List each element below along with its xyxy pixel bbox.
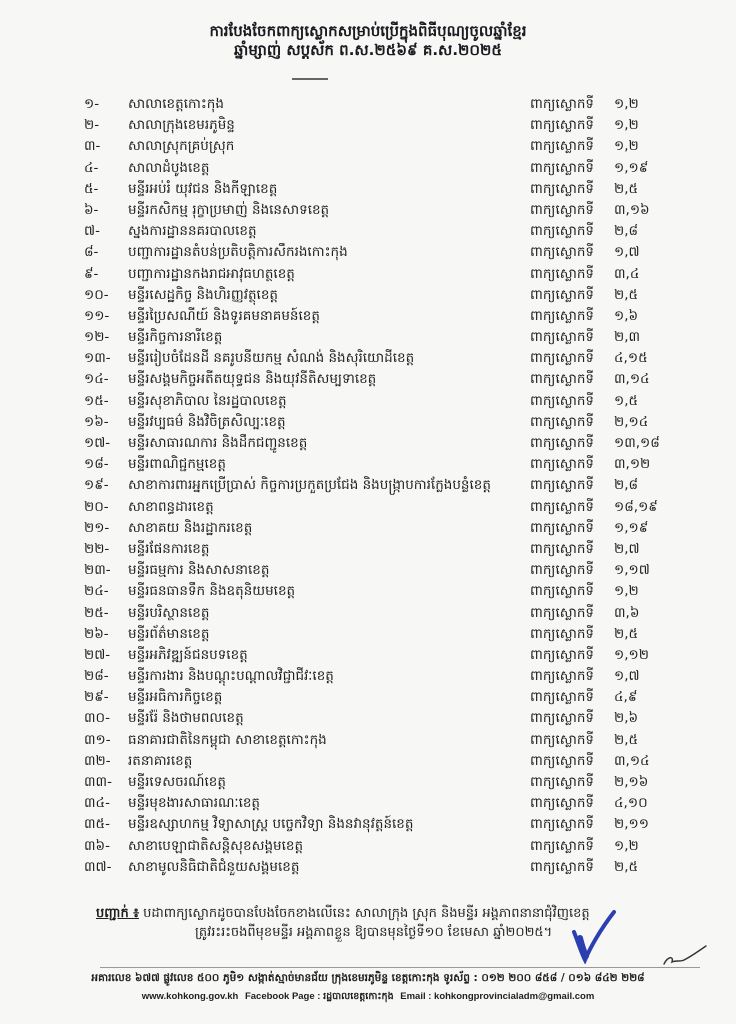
item-number: ២៣- [84,562,111,579]
list-item [84,666,704,687]
slogan-numbers: ១៣,១៨ [614,435,660,451]
footer-address: អគារលេខ ៦៧៧ ផ្លូវលេខ ៥០០ ភូមិ១ សង្កាត់ស្មាច់មានជ័យ ក្រុងខេមរភូមិន្ទ ខេត្តកោះកុង ទូរស័ព្ទ : ០១២ ២០០ ៨៥៨ / ០១៦ ៨៤២ ២២៨ [91,972,645,984]
slogan-numbers: ៤,១៥ [614,350,648,367]
slogan-numbers: ២,១៦ [614,774,649,790]
document-title: ការបែងចែកពាក្យស្លោកសម្រាប់ប្រើក្នុងពិធីបុណ្យចូលឆ្នាំខ្មែរ [209,22,527,40]
list-item [84,433,704,454]
item-number: ៦- [84,201,99,218]
slogan-numbers: ៣,១៦ [614,201,650,218]
institution-name: មន្ទីរការងារ និងបណ្តុះបណ្តាលវិជ្ជាជីវៈខេត្ត [128,668,334,685]
list-item [84,264,704,285]
list-item [84,285,704,306]
institution-name: មន្ទីរកសិកម្ម រុក្ខាប្រមាញ់ និងនេសាទខេត្ត [128,201,330,218]
slogan-label: ពាក្យស្លោកទី [530,731,595,748]
document-subtitle: ឆ្នាំម្សាញ់ សប្តស័ក ព.ស.២៥៦៩ គ.ស.២០២៥ [234,41,502,59]
institution-name: មន្ទីរឧស្សាហកម្ម វិទ្យាសាស្ត្រ បច្ចេកវិទ្យា និងនវានុវត្តន៍ខេត្ត [128,816,414,833]
slogan-numbers: ១,២ [614,138,639,155]
institution-name: មន្ទីរអភិវឌ្ឍន៍ជនបទខេត្ត [128,646,248,663]
list-item [84,369,704,390]
list-item [84,306,704,327]
item-number: ៣- [84,138,101,155]
institution-name: សាលាស្រុកគ្រប់ស្រុក [128,138,235,155]
note-label: បញ្ជាក់ ៖ [96,906,139,921]
slogan-numbers: ៣,៤ [614,265,640,282]
slogan-label: ពាក្យស្លោកទី [530,96,595,112]
item-number: ១៤- [84,371,109,388]
slogan-numbers: ១,១៧ [614,562,650,579]
slogan-label: ពាក្យស្លោកទី [530,138,595,155]
slogan-numbers: ២,៧ [614,540,640,557]
item-number: ២២- [84,540,110,557]
item-number: ១- [84,96,100,112]
item-number: ៧- [84,223,100,240]
title-divider [292,78,328,80]
institution-name: រតនាគារខេត្ត [128,752,193,769]
slogan-numbers: ២,៥ [614,625,639,642]
list-item [84,793,704,814]
website-link[interactable]: www.kohkong.gov.kh [141,991,239,1002]
slogan-label: ពាក្យស្លោកទី [530,752,595,769]
slogan-label: ពាក្យស្លោកទី [530,816,595,833]
slogan-numbers: ២,៣ [614,329,641,346]
slogan-numbers: ៣,១៤ [614,371,650,388]
institution-name: មន្ទីរព័ត៌មានខេត្ត [128,625,210,642]
slogan-numbers: ៣,១៤ [614,752,650,769]
item-number: ៣៦- [84,837,110,854]
note-line-2: ត្រូវរះរះចងពីមុខមន្ទីរ អង្គភាពខ្លួន ឱ្យបានមុនថ្ងៃទី១០ ខែមេសា ឆ្នាំ២០២៥។ [195,925,553,940]
slogan-label: ពាក្យស្លោកទី [530,435,595,451]
slogan-label: ពាក្យស្លោកទី [530,795,595,812]
item-number: ៩- [84,265,99,282]
slogan-label: ពាក្យស្លោកទី [530,159,595,176]
list-item [84,624,704,645]
slogan-label: ពាក្យស្លោកទី [530,646,595,663]
institution-name: មន្ទីរពាណិជ្ជកម្មខេត្ត [128,456,226,473]
institution-name: មន្ទីរធនធានទឹក និងឧតុនិយមខេត្ត [128,583,296,600]
institution-name: សាខាការពារអ្នកប្រើប្រាស់ កិច្ចការប្រកួតប្រជែង និងបង្ក្រាបការក្លែងបន្លំខេត្ត [128,477,491,494]
email-address[interactable]: Email : kohkongprovincialadm@gmail.com [400,991,595,1002]
item-number: ៣១- [84,731,111,748]
item-number: ២៩- [84,689,109,706]
item-number: ១០- [84,286,109,303]
slogan-label: ពាក្យស្លោកទី [530,625,595,642]
institution-name: សាខាមូលនិធិជាតិជំនួយសង្គមខេត្ត [128,858,300,875]
slogan-label: ពាក្យស្លោកទី [530,265,595,282]
list-item [84,94,704,115]
slogan-label: ពាក្យស្លោកទី [530,307,595,324]
slogan-numbers: ២,៦ [614,710,639,727]
slogan-numbers: ៣,៦ [614,604,640,621]
note-section [96,904,716,942]
slogan-numbers: ៤,៩ [614,689,638,706]
slogan-numbers: ២,៥ [614,180,639,197]
list-item [84,221,704,242]
item-number: ១៩- [84,477,109,494]
facebook-page: Facebook Page : រដ្ឋបាលខេត្តកោះកុង [244,991,394,1002]
note-line-1: បដាពាក្យស្លោកដូចបានបែងចែកខាងលើនេះ សាលាក្រុង ស្រុក និងមន្ទីរ អង្គភាពនានាជុំវិញខេត្ត [143,906,590,921]
institution-name: សាលាក្រុងខេមរភូមិន្ទ [128,117,235,134]
slogan-numbers: ១,៧ [614,668,640,685]
list-item [84,200,704,221]
item-number: ១៥- [84,392,109,409]
list-item [84,560,704,581]
list-item [84,454,704,475]
slogan-numbers: ៣,១២ [614,456,651,473]
list-item [84,603,704,624]
list-item [84,751,704,772]
institution-name: មន្ទីរបរិស្ថានខេត្ត [128,604,210,621]
institution-name: មន្ទីរអធិការកិច្ចខេត្ត [128,689,223,706]
slogan-assignment-list [84,94,704,878]
list-item [84,687,704,708]
slogan-numbers: ២,៥ [614,286,639,303]
institution-name: សាលាខេត្តកោះកុង [128,96,224,112]
list-item [84,497,704,518]
slogan-label: ពាក្យស្លោកទី [530,350,595,367]
item-number: ២៨- [84,668,109,685]
institution-name: មន្ទីរសង្គមកិច្ចអតីតយុទ្ធជន និងយុវនីតិសម្បទាខេត្ត [128,371,377,388]
item-number: ២៤- [84,583,109,600]
item-number: ៣៣- [84,774,112,790]
institution-name: មន្ទីររ៉ែ និងថាមពលខេត្ត [128,710,244,727]
slogan-label: ពាក្យស្លោកទី [530,223,595,240]
slogan-numbers: ១,១៩ [614,519,649,536]
slogan-numbers: ២,១៤ [614,413,649,430]
slogan-label: ពាក្យស្លោកទី [530,668,595,685]
footer-contacts [0,989,736,1005]
slogan-label: ពាក្យស្លោកទី [530,286,595,303]
list-item [84,836,704,857]
slogan-label: ពាក្យស្លោកទី [530,244,595,261]
item-number: ២- [84,117,100,134]
slogan-label: ពាក្យស្លោកទី [530,117,595,134]
slogan-label: ពាក្យស្លោកទី [530,413,595,430]
item-number: ៣០- [84,710,110,727]
slogan-numbers: ១,៥ [614,392,639,409]
item-number: ១១- [84,307,110,324]
slogan-label: ពាក្យស្លោកទី [530,583,595,600]
slogan-label: ពាក្យស្លោកទី [530,689,595,706]
list-item [84,708,704,729]
slogan-numbers: ១,១៩ [614,159,649,176]
slogan-label: ពាក្យស្លោកទី [530,477,595,494]
slogan-label: ពាក្យស្លោកទី [530,519,595,536]
institution-name: មន្ទីរប្រៃសណីយ៍ និងទូរគមនាគមន៍ខេត្ត [128,307,320,324]
slogan-label: ពាក្យស្លោកទី [530,180,595,197]
item-number: ២០- [84,498,109,515]
list-item [84,475,704,496]
slogan-label: ពាក្យស្លោកទី [530,604,595,621]
list-item [84,412,704,433]
institution-name: មន្ទីរសេដ្ឋកិច្ច និងហិរញ្ញវត្ថុខេត្ត [128,286,278,303]
item-number: ៣៤- [84,795,110,812]
signature-check-icon [568,908,618,964]
institution-name: សាខាពន្ធដារខេត្ត [128,498,214,515]
list-item [84,772,704,793]
slogan-label: ពាក្យស្លោកទី [530,498,595,515]
institution-name: បញ្ជាការដ្ឋានតំបន់ប្រតិបត្តិការសឹករងកោះកុង [128,244,348,261]
list-item [84,857,704,878]
institution-name: សាលាដំបូងខេត្ត [128,159,210,176]
list-item [84,730,704,751]
slogan-label: ពាក្យស្លោកទី [530,329,595,346]
slogan-numbers: ២,១១ [614,816,649,833]
item-number: ២១- [84,519,110,536]
item-number: ២៥- [84,604,109,621]
slogan-label: ពាក្យស្លោកទី [530,562,595,579]
item-number: ១៦- [84,413,109,430]
item-number: ២៦- [84,625,109,642]
institution-name: មន្ទីរវប្បធម៌ និងវិចិត្រសិល្បៈខេត្ត [128,413,286,430]
item-number: ៥- [84,180,99,197]
slogan-numbers: ១,២ [614,837,639,854]
institution-name: មន្ទីររៀបចំដែនដី នគរូបនីយកម្ម សំណង់ និងសុរិយោដីខេត្ត [128,350,415,367]
institution-name: បញ្ជាការដ្ឋានកងរាជអាវុធហត្ថខេត្ត [128,265,295,282]
item-number: ៣២- [84,752,111,769]
slogan-numbers: ១,២ [614,96,639,112]
slogan-label: ពាក្យស្លោកទី [530,710,595,727]
slogan-label: ពាក្យស្លោកទី [530,540,595,557]
institution-name: មន្ទីរសុខាភិបាល នៃរដ្ឋបាលខេត្ត [128,392,287,409]
list-item [84,645,704,666]
slogan-numbers: ១,១២ [614,646,649,663]
institution-name: ធនាគារជាតិនៃកម្ពុជា សាខាខេត្តកោះកុង [128,731,327,748]
slogan-numbers: ១,២ [614,583,639,600]
institution-name: សាខាគយ និងរដ្ឋាករខេត្ត [128,519,253,536]
list-item [84,348,704,369]
list-item [84,518,704,539]
slogan-label: ពាក្យស្លោកទី [530,392,595,409]
list-item [84,539,704,560]
slogan-numbers: ៤,១០ [614,795,648,812]
slogan-numbers: ១៨,១៩ [614,498,658,515]
list-item [84,814,704,835]
item-number: ៨- [84,244,99,261]
institution-name: មន្ទីរទេសចរណ៍ខេត្ត [128,774,226,790]
slogan-label: ពាក្យស្លោកទី [530,456,595,473]
list-item [84,136,704,157]
slogan-label: ពាក្យស្លោកទី [530,201,595,218]
list-item [84,391,704,412]
institution-name: សាខាបេឡាជាតិសន្តិសុខសង្គមខេត្ត [128,837,304,854]
slogan-label: ពាក្យស្លោកទី [530,371,595,388]
list-item [84,581,704,602]
institution-name: ស្នងការដ្ឋាននគរបាលខេត្ត [128,223,257,240]
slogan-numbers: ២,៨ [614,223,639,240]
institution-name: មន្ទីរផែនការខេត្ត [128,540,210,557]
item-number: ១៨- [84,456,109,473]
slogan-numbers: ២,៨ [614,477,639,494]
item-number: ៤- [84,159,99,176]
item-number: ១៣- [84,350,111,367]
item-number: ១២- [84,329,110,346]
slogan-numbers: ១,២ [614,117,639,134]
slogan-numbers: ១,៦ [614,307,639,324]
slogan-numbers: ២,៥ [614,858,639,875]
list-item [84,242,704,263]
institution-name: មន្ទីរអប់រំ យុវជន និងកីឡាខេត្ត [128,180,278,197]
list-item [84,115,704,136]
slogan-numbers: ២,៥ [614,731,639,748]
institution-name: មន្ទីរសាធារណការ និងដឹកជញ្ជូនខេត្ត [128,435,308,451]
institution-name: មន្ទីរមុខងារសាធារណៈខេត្ត [128,795,261,812]
list-item [84,179,704,200]
list-item [84,327,704,348]
slogan-label: ពាក្យស្លោកទី [530,774,595,790]
institution-name: មន្ទីរកិច្ចការនារីខេត្ត [128,329,223,346]
slogan-label: ពាក្យស្លោកទី [530,837,595,854]
slogan-label: ពាក្យស្លោកទី [530,858,595,875]
item-number: ៣៧- [84,858,112,875]
institution-name: មន្ទីរធម្មការ និងសាសនាខេត្ត [128,562,270,579]
slogan-numbers: ១,៧ [614,244,640,261]
item-number: ១៧- [84,435,111,451]
item-number: ៣៥- [84,816,110,833]
item-number: ២៧- [84,646,111,663]
footer-divider [100,967,700,968]
list-item [84,158,704,179]
